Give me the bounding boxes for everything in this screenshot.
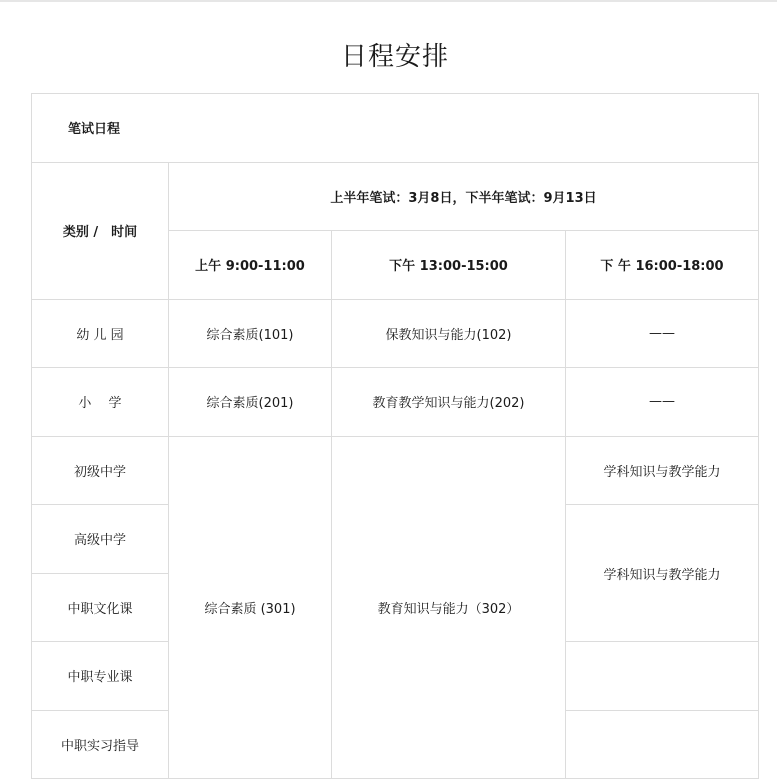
time-slot-afternoon: 下午 13:00-15:00 xyxy=(332,231,566,300)
exam-cell: 保教知识与能力(102) xyxy=(332,299,566,368)
empty-cell xyxy=(566,642,759,711)
exam-date-header: 上半年笔试：3月8日，下半年笔试：9月13日 xyxy=(169,162,759,231)
secondary-morning-exam: 综合素质 (301) xyxy=(169,436,332,779)
senior-evening-exam: 学科知识与教学能力 xyxy=(566,505,759,642)
time-slot-evening: 下 午 16:00-18:00 xyxy=(566,231,759,300)
table-row xyxy=(32,299,759,368)
category-vocational-culture: 中职文化课 xyxy=(32,573,169,642)
junior-evening-exam: 学科知识与教学能力 xyxy=(566,436,759,505)
exam-cell: —— xyxy=(566,368,759,437)
secondary-afternoon-exam: 教育知识与能力（302） xyxy=(332,436,566,779)
category-primary: 小 学 xyxy=(32,368,169,437)
empty-cell xyxy=(566,710,759,779)
section-title: 笔试日程 xyxy=(32,94,759,163)
section-header-row xyxy=(32,94,759,163)
page-title: 日程安排 xyxy=(340,42,449,72)
category-kindergarten: 幼 儿 园 xyxy=(32,299,169,368)
date-header-row xyxy=(32,162,759,231)
category-vocational-practice: 中职实习指导 xyxy=(32,710,169,779)
time-slot-morning: 上午 9:00-11:00 xyxy=(169,231,332,300)
category-time-header: 类别 / 时间 xyxy=(32,162,169,299)
exam-cell: 综合素质(201) xyxy=(169,368,332,437)
category-senior-high: 高级中学 xyxy=(32,505,169,574)
category-junior-middle: 初级中学 xyxy=(32,436,169,505)
exam-cell: —— xyxy=(566,299,759,368)
exam-cell: 综合素质(101) xyxy=(169,299,332,368)
table-row xyxy=(32,436,759,505)
category-vocational-major: 中职专业课 xyxy=(32,642,169,711)
exam-cell: 教育教学知识与能力(202) xyxy=(332,368,566,437)
top-border-line xyxy=(0,0,777,2)
exam-schedule-table xyxy=(31,93,759,779)
table-row xyxy=(32,368,759,437)
